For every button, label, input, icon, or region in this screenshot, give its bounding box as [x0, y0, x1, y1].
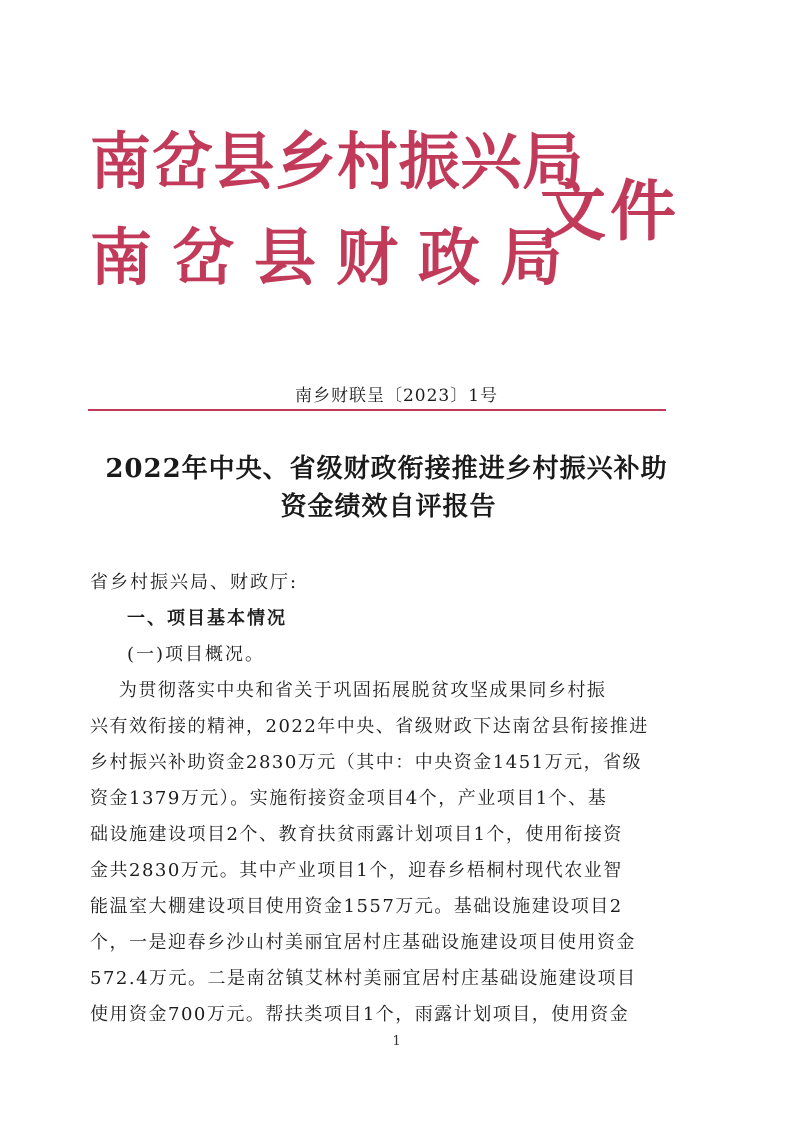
subsection-heading: (一)项目概况。	[127, 644, 266, 665]
body-paragraph-line: 资金1379万元）。实施衔接资金项目4个，产业项目1个、基	[90, 788, 608, 809]
agency-name-finance-bureau: 南岔县财政局	[90, 221, 583, 294]
body-paragraph-line: 乡村振兴补助资金2830万元（其中：中央资金1451万元，省级	[90, 752, 643, 773]
section-heading: 一、项目基本情况	[127, 608, 287, 629]
body-paragraph-line: 572.4万元。二是南岔镇艾林村美丽宜居村庄基础设施建设项目	[90, 968, 637, 989]
body-paragraph-line: 使用资金700万元。帮扶类项目1个，雨露计划项目，使用资金	[90, 1004, 630, 1025]
page-number: 1	[392, 1034, 401, 1049]
report-title-line-1: 2022年中央、省级财政衔接推进乡村振兴补助	[105, 454, 668, 484]
agency-name-rural-revitalization: 南岔县乡村振兴局	[90, 125, 584, 198]
body-paragraph-line: 兴有效衔接的精神，2022年中央、省级财政下达南岔县衔接推进	[90, 716, 649, 737]
body-paragraph-line: 能温室大棚建设项目使用资金1557万元。基础设施建设项目2	[90, 896, 623, 917]
body-paragraph-line: 个，一是迎春乡沙山村美丽宜居村庄基础设施建设项目使用资金	[90, 932, 636, 953]
report-title-line-2: 资金绩效自评报告	[280, 492, 497, 522]
body-paragraph-line: 金共2830万元。其中产业项目1个，迎春乡梧桐村现代农业智	[90, 860, 623, 881]
document-number: 南乡财联呈〔2023〕1号	[294, 386, 499, 406]
red-separator-rule	[88, 409, 666, 411]
document-type-label: 文件	[540, 173, 680, 250]
body-paragraph-line: 为贯彻落实中央和省关于巩固拓展脱贫攻坚成果同乡村振	[90, 680, 607, 701]
salutation: 省乡村振兴局、财政厅:	[90, 572, 299, 593]
body-paragraph-line: 础设施建设项目2个、教育扶贫雨露计划项目1个，使用衔接资	[90, 824, 623, 845]
